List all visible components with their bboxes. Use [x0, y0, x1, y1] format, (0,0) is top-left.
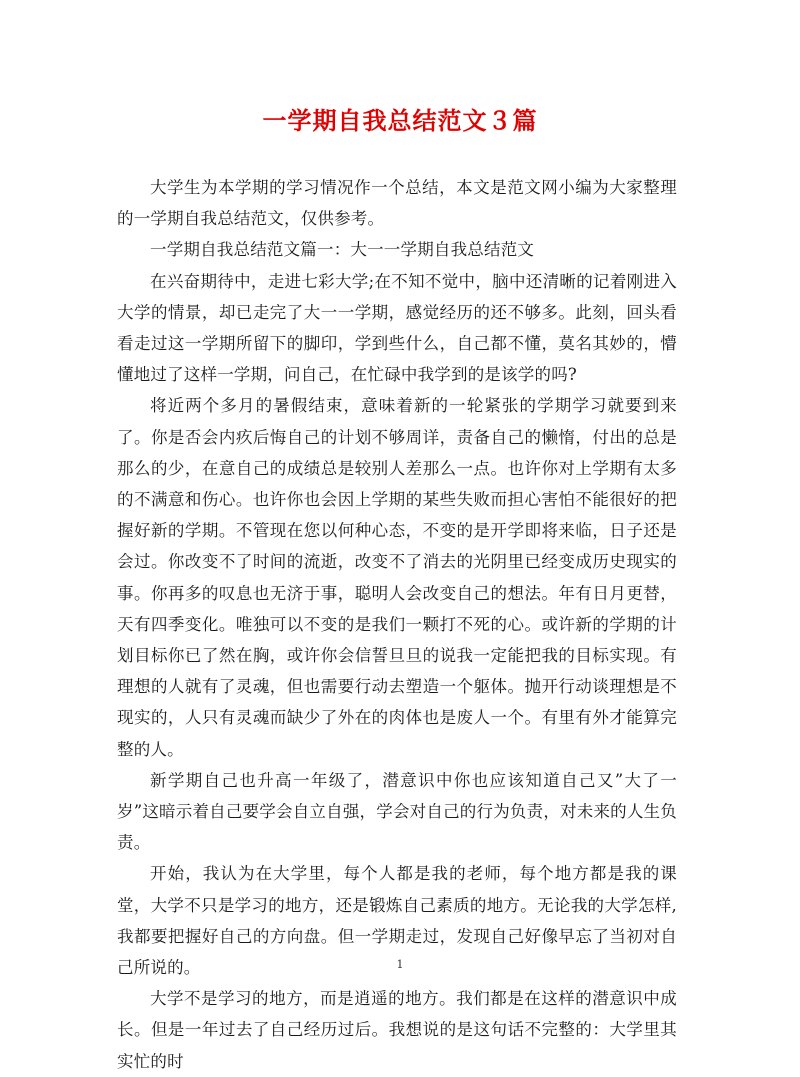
paragraph-body-1: 在兴奋期待中，走进七彩大学;在不知不觉中，脑中还清晰的记着刚进入大学的情景，却已走完了大一一学期，感觉经历的还不够多。此刻，回头看看走过这一学期所留下的脚印，学到些什么，自己都不懂，莫名其妙的，懵懂地过了这样一学期，问自己，在忙碌中我学到的是该学的吗? [117, 271, 677, 385]
document-body [117, 172, 677, 1077]
document-title: 一学期自我总结范文３篇 [262, 106, 538, 135]
paragraph-body-3: 新学期自己也升高一年级了，潜意识中你也应该知道自己又”大了一岁”这暗示着自己要学会自立自强，学会对自己的行为负责，对未来的人生负责。 [117, 770, 677, 853]
paragraph-body-4: 开始，我认为在大学里，每个人都是我的老师，每个地方都是我的课堂，大学不只是学习的地方，还是锻炼自己素质的地方。无论我的大学怎样,我都要把握好自己的方向盘。但一学期走过，发现自己好像早忘了当初对自己所说的。 [117, 864, 677, 978]
paragraph-intro: 大学生为本学期的学习情况作一个总结，本文是范文网小编为大家整理的一学期自我总结范文，仅供参考。 [117, 178, 677, 229]
paragraph-body-2: 将近两个多月的暑假结束，意味着新的一轮紧张的学期学习就要到来了。你是否会内疚后悔自己的计划不够周详，责备自己的懒惰，付出的总是那么的少，在意自己的成绩总是较别人差那么一点。也许你对上学期有太多的不满意和伤心。也许你也会因上学期的某些失败而担心害怕不能很好的把握好新的学期。不管现在您以何种心态，不变的是开学即将来临，日子还是会过。你改变不了时间的流逝，改变不了消去的光阴里已经变成历史现实的事。你再多的叹息也无济于事，聪明人会改变自己的想法。年有日月更替，天有四季变化。唯独可以不变的是我们一颗打不死的心。或许新的学期的计划目标你已了然在胸，或许你会信誓旦旦的说我一定能把我的目标实现。有理想的人就有了灵魂，但也需要行动去塑造一个躯体。抛开行动谈理想是不现实的，人只有灵魂而缺少了外在的肉体也是废人一个。有里有外才能算完整的人。 [117, 396, 677, 759]
page-number: 1 [396, 958, 404, 971]
paragraph-section-heading: 一学期自我总结范文篇一：大一一学期自我总结范文 [150, 240, 535, 260]
paragraph-body-5: 大学不是学习的地方，而是逍遥的地方。我们都是在这样的潜意识中成长。但是一年过去了自己经历过后。我想说的是这句话不完整的：大学里其实忙的时 [117, 989, 677, 1071]
